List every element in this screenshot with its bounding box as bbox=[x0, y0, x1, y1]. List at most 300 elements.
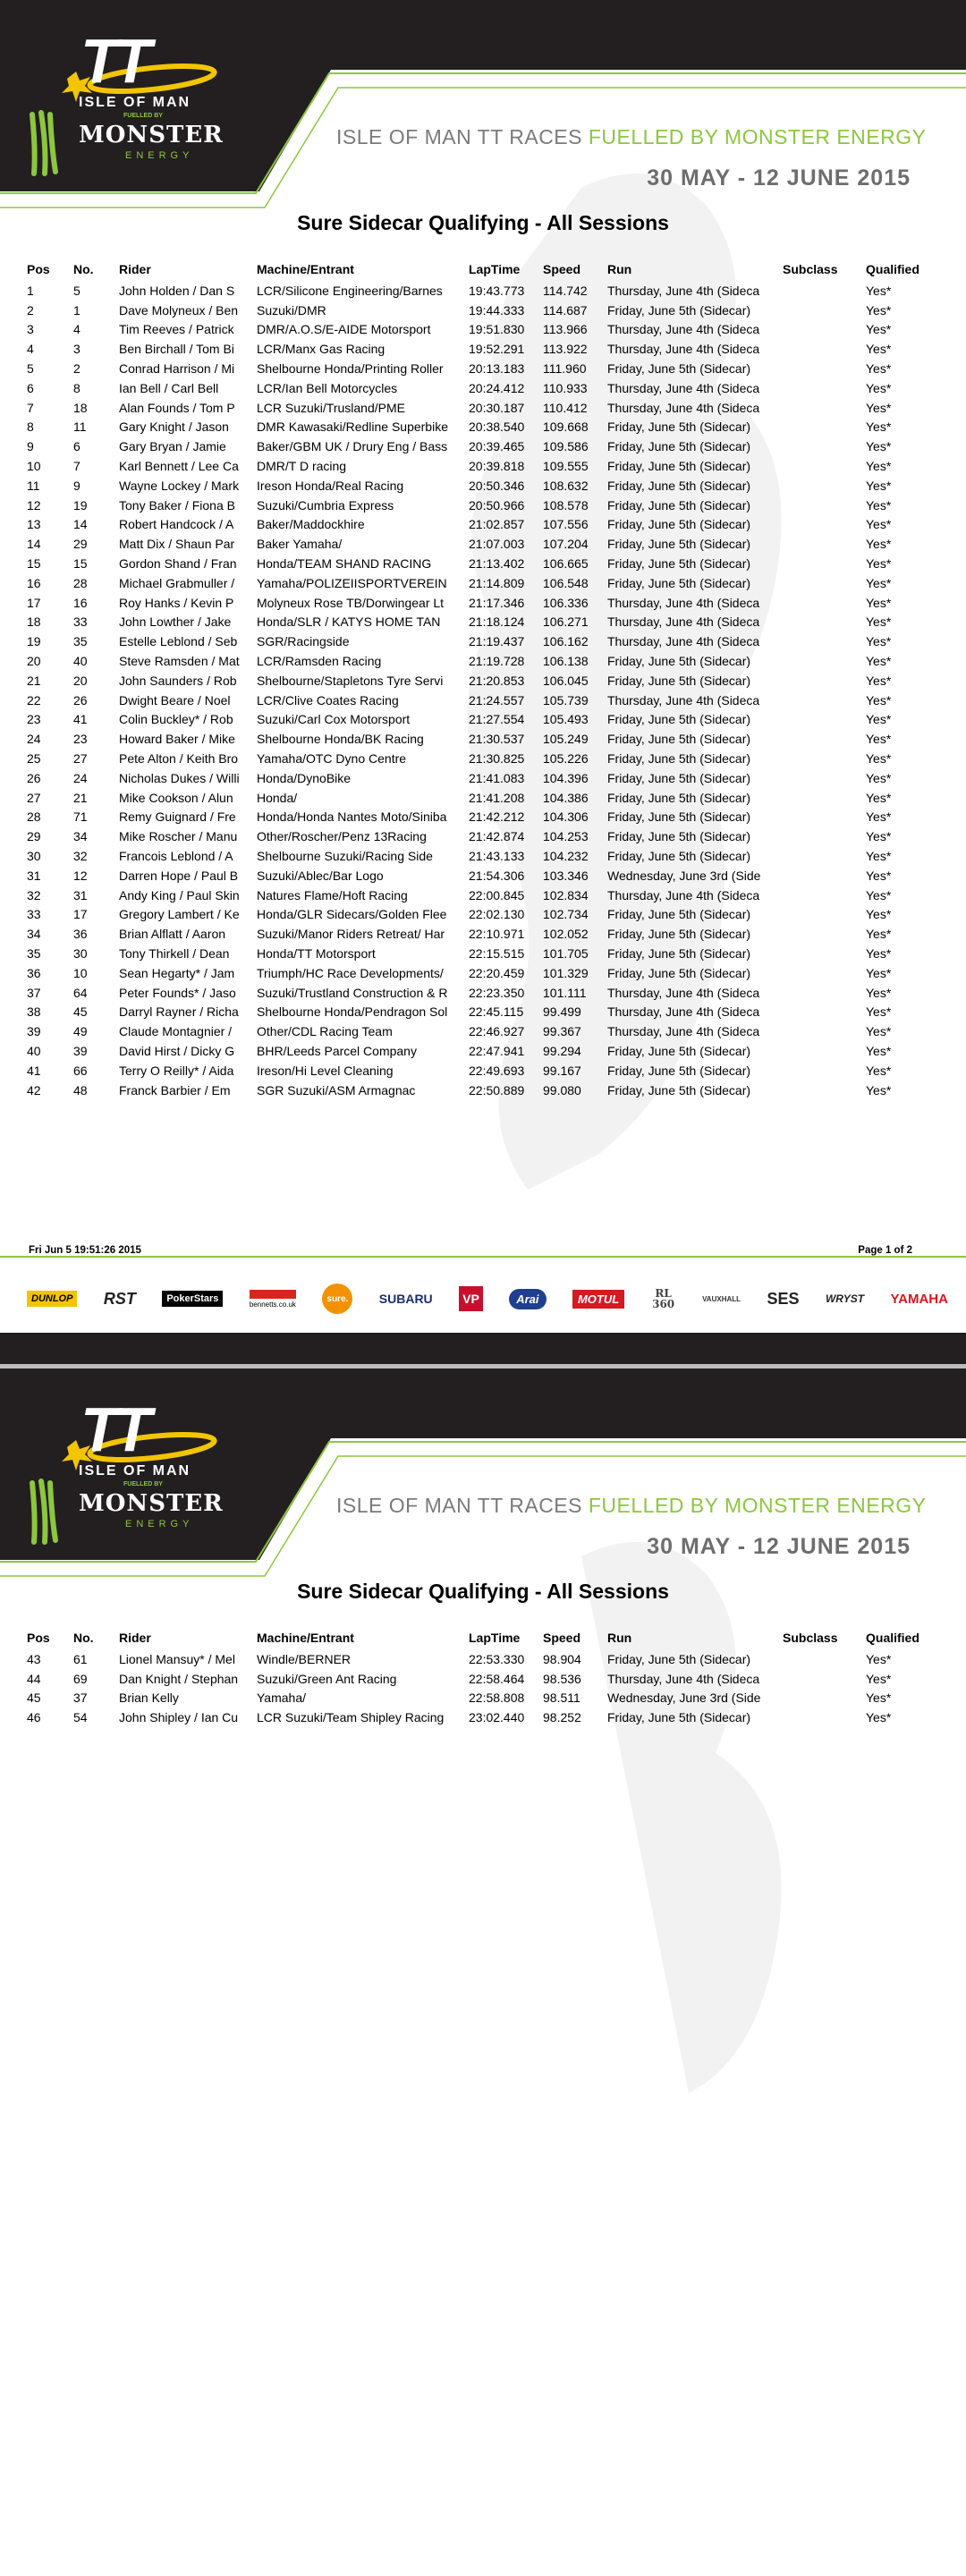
sponsor-subaru: SUBARU bbox=[378, 1292, 433, 1306]
cell-rider-text: Roy Hanks / Kevin P bbox=[119, 595, 234, 610]
cell-laptime: 20:50.966 bbox=[469, 497, 525, 513]
table-row bbox=[27, 573, 928, 593]
cell-no: 45 bbox=[73, 1004, 88, 1020]
cell-rider-text: Michael Grabmuller / bbox=[119, 575, 235, 590]
table-row bbox=[27, 846, 928, 866]
cell-machine-text: Other/Roscher/Penz 13Racing bbox=[257, 829, 427, 844]
cell-no: 39 bbox=[73, 1043, 88, 1058]
cell-machine-text: Honda/DynoBike bbox=[257, 770, 352, 785]
cell-no: 37 bbox=[73, 1690, 88, 1706]
cell-rider-text: Dave Molyneux / Ben bbox=[119, 302, 239, 318]
cell-qualified: Yes* bbox=[866, 868, 892, 883]
cell-laptime: 21:17.346 bbox=[469, 595, 525, 610]
cell-laptime: 22:47.941 bbox=[469, 1043, 525, 1058]
cell-machine bbox=[257, 1689, 469, 1708]
cell-speed: 111.960 bbox=[543, 361, 587, 377]
cell-subclass bbox=[783, 846, 866, 866]
cell-no: 71 bbox=[73, 809, 88, 825]
cell-run bbox=[607, 573, 783, 593]
cell-no: 41 bbox=[73, 712, 88, 727]
cell-pos: 10 bbox=[27, 459, 41, 474]
cell-speed: 99.167 bbox=[543, 1063, 581, 1078]
cell-rider bbox=[119, 476, 257, 496]
cell-rider bbox=[119, 1080, 257, 1100]
cell-rider bbox=[119, 573, 257, 593]
cell-machine-text: Suzuki/Trustland Construction & R bbox=[257, 985, 448, 1000]
cell-run bbox=[607, 691, 783, 710]
cell-speed: 106.138 bbox=[543, 654, 589, 669]
table-row bbox=[27, 1021, 928, 1041]
sponsor-vp: VP bbox=[459, 1286, 483, 1311]
cell-no: 7 bbox=[73, 459, 80, 474]
cell-machine bbox=[257, 534, 469, 554]
cell-speed: 105.493 bbox=[543, 712, 589, 727]
cell-qualified: Yes* bbox=[866, 1690, 892, 1706]
cell-machine-text: Honda/GLR Sidecars/Golden Flee bbox=[257, 907, 447, 922]
sponsor-wryst: WRYST bbox=[825, 1292, 865, 1305]
cell-rider-text: Robert Handcock / A bbox=[119, 517, 234, 532]
tt-monster-logo bbox=[27, 1394, 233, 1555]
cell-machine bbox=[257, 1669, 469, 1689]
cell-no: 14 bbox=[73, 517, 88, 532]
cell-subclass bbox=[783, 691, 866, 710]
cell-speed: 102.052 bbox=[543, 927, 589, 942]
cell-speed: 104.386 bbox=[543, 790, 589, 805]
cell-rider bbox=[119, 418, 257, 437]
cell-pos: 42 bbox=[27, 1082, 41, 1097]
cell-subclass bbox=[783, 613, 866, 632]
cell-run bbox=[607, 983, 783, 1003]
cell-rider bbox=[119, 378, 257, 398]
table-row bbox=[27, 1669, 928, 1689]
col-no: No. bbox=[73, 262, 94, 276]
cell-machine bbox=[257, 671, 469, 691]
cell-rider-text: Nicholas Dukes / Willi bbox=[119, 770, 240, 785]
cell-subclass bbox=[783, 788, 866, 808]
cell-pos: 31 bbox=[27, 868, 41, 883]
cell-run-text: Wednesday, June 3rd (Side bbox=[607, 868, 761, 883]
cell-subclass bbox=[783, 1002, 866, 1021]
logo-energy: ENERGY bbox=[125, 150, 194, 161]
cell-no: 48 bbox=[73, 1082, 88, 1097]
cell-pos: 45 bbox=[27, 1690, 41, 1706]
cell-rider-text: Estelle Leblond / Seb bbox=[119, 634, 238, 649]
cell-speed: 106.271 bbox=[543, 614, 589, 630]
cell-subclass bbox=[783, 1021, 866, 1041]
cell-run bbox=[607, 788, 783, 808]
cell-run-text: Friday, June 5th (Sidecar) bbox=[607, 1063, 751, 1078]
cell-speed: 104.232 bbox=[543, 849, 589, 863]
cell-speed: 99.367 bbox=[543, 1024, 581, 1039]
cell-speed: 110.412 bbox=[543, 400, 588, 415]
cell-run-text: Friday, June 5th (Sidecar) bbox=[607, 965, 751, 980]
cell-machine-text: Honda/ bbox=[257, 790, 298, 805]
table-row bbox=[27, 710, 928, 730]
cell-no: 66 bbox=[73, 1063, 88, 1078]
cell-rider-text: John Shipley / Ian Cu bbox=[119, 1710, 239, 1725]
cell-rider-text: Franck Barbier / Em bbox=[119, 1082, 231, 1097]
cell-qualified: Yes* bbox=[866, 1024, 892, 1039]
cell-rider bbox=[119, 826, 257, 846]
cell-rider bbox=[119, 963, 257, 983]
cell-rider bbox=[119, 924, 257, 944]
cell-rider bbox=[119, 768, 257, 788]
cell-run bbox=[607, 613, 783, 632]
cell-run bbox=[607, 905, 783, 925]
cell-speed: 99.294 bbox=[543, 1043, 581, 1058]
cell-machine-text: Yamaha/POLIZEIISPORTVEREIN bbox=[257, 575, 447, 590]
cell-rider bbox=[119, 534, 257, 554]
tt-monster-logo bbox=[27, 25, 233, 186]
cell-machine-text: SGR/Racingside bbox=[257, 634, 350, 649]
cell-run-text: Friday, June 5th (Sidecar) bbox=[607, 732, 751, 747]
cell-run-text: Thursday, June 4th (Sideca bbox=[607, 614, 760, 630]
cell-machine bbox=[257, 866, 469, 886]
cell-run-text: Thursday, June 4th (Sideca bbox=[607, 1024, 760, 1039]
cell-laptime: 21:42.874 bbox=[469, 829, 525, 844]
page-header bbox=[0, 0, 966, 215]
cell-machine bbox=[257, 301, 469, 320]
col-subclass: Subclass bbox=[783, 262, 838, 276]
table-row bbox=[27, 691, 928, 710]
cell-machine bbox=[257, 398, 469, 418]
cell-pos: 29 bbox=[27, 829, 41, 844]
cell-pos: 46 bbox=[27, 1710, 41, 1725]
cell-machine bbox=[257, 729, 469, 749]
cell-machine bbox=[257, 281, 469, 301]
table-row bbox=[27, 1080, 928, 1100]
cell-pos: 39 bbox=[27, 1024, 41, 1039]
footer-page-number: Page 1 of 2 bbox=[858, 1245, 912, 1256]
cell-no: 11 bbox=[73, 419, 87, 435]
cell-no: 1 bbox=[73, 302, 80, 318]
cell-machine-text: LCR/Ramsden Racing bbox=[257, 654, 382, 669]
cell-laptime: 22:50.889 bbox=[469, 1082, 525, 1097]
cell-laptime: 21:41.083 bbox=[469, 770, 525, 785]
cell-rider bbox=[119, 788, 257, 808]
cell-subclass bbox=[783, 301, 866, 320]
cell-rider bbox=[119, 281, 257, 301]
cell-machine-text: Shelbourne/Stapletons Tyre Servi bbox=[257, 673, 444, 688]
cell-run-text: Friday, June 5th (Sidecar) bbox=[607, 537, 751, 552]
cell-pos: 8 bbox=[27, 419, 34, 435]
cell-run-text: Friday, June 5th (Sidecar) bbox=[607, 712, 751, 727]
cell-rider-text: Ben Birchall / Tom Bi bbox=[119, 342, 234, 357]
cell-run bbox=[607, 944, 783, 963]
cell-subclass bbox=[783, 651, 866, 671]
cell-no: 24 bbox=[73, 770, 88, 785]
cell-rider bbox=[119, 905, 257, 925]
cell-run bbox=[607, 476, 783, 496]
cell-machine-text: Suzuki/Carl Cox Motorsport bbox=[257, 712, 411, 727]
cell-rider bbox=[119, 554, 257, 573]
cell-rider bbox=[119, 301, 257, 320]
cell-qualified: Yes* bbox=[866, 614, 892, 630]
cell-speed: 98.511 bbox=[543, 1690, 580, 1706]
cell-subclass bbox=[783, 749, 866, 768]
cell-pos: 37 bbox=[27, 985, 41, 1000]
tagline-accent: FUELLED BY MONSTER ENERGY bbox=[588, 125, 927, 148]
table-row bbox=[27, 749, 928, 768]
cell-rider-text: John Lowther / Jake bbox=[119, 614, 232, 630]
sponsor-sure: sure. bbox=[322, 1284, 352, 1314]
table-header-row bbox=[27, 258, 928, 281]
cell-rider-text: David Hirst / Dicky G bbox=[119, 1043, 235, 1058]
cell-run-text: Thursday, June 4th (Sideca bbox=[607, 342, 760, 357]
cell-qualified: Yes* bbox=[866, 302, 892, 318]
table-row bbox=[27, 339, 928, 359]
cell-qualified: Yes* bbox=[866, 361, 892, 377]
table-row bbox=[27, 866, 928, 886]
table-row bbox=[27, 826, 928, 846]
cell-pos: 38 bbox=[27, 1004, 41, 1020]
cell-speed: 109.668 bbox=[543, 419, 589, 435]
cell-rider bbox=[119, 398, 257, 418]
cell-pos: 40 bbox=[27, 1043, 41, 1058]
cell-machine-text: Honda/SLR / KATYS HOME TAN bbox=[257, 614, 441, 630]
cell-machine bbox=[257, 1021, 469, 1041]
cell-pos: 4 bbox=[27, 342, 34, 357]
cell-no: 15 bbox=[73, 556, 88, 572]
cell-run bbox=[607, 1002, 783, 1021]
cell-qualified: Yes* bbox=[866, 654, 892, 669]
cell-laptime: 20:38.540 bbox=[469, 419, 525, 435]
cell-qualified: Yes* bbox=[866, 575, 892, 590]
cell-no: 8 bbox=[73, 380, 80, 395]
cell-machine-text: Suzuki/Cumbria Express bbox=[257, 497, 394, 513]
cell-pos: 35 bbox=[27, 945, 41, 961]
cell-subclass bbox=[783, 515, 866, 535]
cell-pos: 2 bbox=[27, 302, 34, 318]
cell-run-text: Thursday, June 4th (Sideca bbox=[607, 887, 760, 902]
cell-pos: 23 bbox=[27, 712, 41, 727]
cell-machine-text: Suzuki/Manor Riders Retreat/ Har bbox=[257, 927, 445, 942]
cell-machine-text: Molyneux Rose TB/Dorwingear Lt bbox=[257, 595, 445, 610]
cell-speed: 105.249 bbox=[543, 732, 589, 747]
cell-run bbox=[607, 1649, 783, 1669]
cell-machine-text: Suzuki/Green Ant Racing bbox=[257, 1671, 397, 1686]
cell-no: 10 bbox=[73, 965, 88, 980]
cell-run bbox=[607, 1021, 783, 1041]
cell-subclass bbox=[783, 808, 866, 827]
sponsor-ses: SES bbox=[767, 1289, 800, 1308]
cell-subclass bbox=[783, 671, 866, 691]
cell-qualified: Yes* bbox=[866, 790, 892, 805]
table-row bbox=[27, 963, 928, 983]
cell-rider bbox=[119, 710, 257, 730]
cell-machine bbox=[257, 788, 469, 808]
cell-run-text: Thursday, June 4th (Sideca bbox=[607, 595, 760, 610]
cell-speed: 108.632 bbox=[543, 478, 589, 493]
cell-subclass bbox=[783, 1649, 866, 1669]
cell-no: 69 bbox=[73, 1671, 88, 1686]
col-speed: Speed bbox=[543, 262, 581, 276]
logo-monster: MONSTER bbox=[79, 1490, 224, 1517]
cell-machine-text: LCR/Manx Gas Racing bbox=[257, 342, 386, 357]
page-header bbox=[0, 1368, 966, 1583]
cell-qualified: Yes* bbox=[866, 1671, 892, 1686]
cell-qualified: Yes* bbox=[866, 965, 892, 980]
cell-qualified: Yes* bbox=[866, 322, 892, 337]
sponsor-pokerstars: PokerStars bbox=[162, 1291, 223, 1307]
event-dates: 30 MAY - 12 JUNE 2015 bbox=[647, 1534, 911, 1559]
cell-laptime: 22:58.808 bbox=[469, 1690, 525, 1706]
cell-rider bbox=[119, 866, 257, 886]
col-run: Run bbox=[607, 262, 632, 276]
cell-run-text: Friday, June 5th (Sidecar) bbox=[607, 361, 751, 377]
cell-qualified: Yes* bbox=[866, 342, 892, 357]
cell-run bbox=[607, 866, 783, 886]
cell-run-text: Friday, June 5th (Sidecar) bbox=[607, 907, 751, 922]
col-subclass: Subclass bbox=[783, 1631, 838, 1645]
cell-laptime: 19:52.291 bbox=[469, 342, 525, 357]
cell-speed: 113.966 bbox=[543, 322, 588, 337]
cell-qualified: Yes* bbox=[866, 887, 892, 902]
cell-no: 9 bbox=[73, 478, 80, 493]
cell-laptime: 21:20.853 bbox=[469, 673, 525, 688]
cell-machine-text: Windle/BERNER bbox=[257, 1651, 352, 1666]
cell-laptime: 22:45.115 bbox=[469, 1004, 524, 1020]
cell-machine bbox=[257, 651, 469, 671]
cell-pos: 1 bbox=[27, 283, 34, 298]
header-tagline bbox=[336, 1494, 926, 1518]
cell-pos: 36 bbox=[27, 965, 41, 980]
cell-run-text: Thursday, June 4th (Sideca bbox=[607, 985, 760, 1000]
sponsor-dunlop: DUNLOP bbox=[27, 1291, 77, 1307]
cell-pos: 22 bbox=[27, 692, 41, 708]
cell-rider-text: Colin Buckley* / Rob bbox=[119, 712, 233, 727]
cell-subclass bbox=[783, 339, 866, 359]
cell-no: 2 bbox=[73, 361, 80, 377]
cell-machine bbox=[257, 554, 469, 573]
table-row bbox=[27, 1649, 928, 1669]
cell-machine bbox=[257, 749, 469, 768]
cell-run bbox=[607, 301, 783, 320]
cell-rider bbox=[119, 691, 257, 710]
cell-run bbox=[607, 593, 783, 613]
cell-laptime: 22:53.330 bbox=[469, 1651, 525, 1666]
cell-run-text: Friday, June 5th (Sidecar) bbox=[607, 751, 751, 767]
cell-rider bbox=[119, 944, 257, 963]
logo-tt: TT bbox=[80, 26, 147, 96]
cell-run bbox=[607, 359, 783, 378]
cell-qualified: Yes* bbox=[866, 732, 892, 747]
cell-machine bbox=[257, 573, 469, 593]
cell-run bbox=[607, 320, 783, 340]
cell-no: 26 bbox=[73, 692, 88, 708]
cell-run bbox=[607, 1041, 783, 1061]
cell-no: 36 bbox=[73, 927, 88, 942]
cell-rider-text: Pete Alton / Keith Bro bbox=[119, 751, 239, 767]
cell-laptime: 21:02.857 bbox=[469, 517, 525, 532]
cell-subclass bbox=[783, 1041, 866, 1061]
cell-pos: 5 bbox=[27, 361, 34, 377]
cell-pos: 41 bbox=[27, 1063, 41, 1078]
cell-laptime: 21:13.402 bbox=[469, 556, 525, 572]
cell-subclass bbox=[783, 983, 866, 1003]
cell-machine bbox=[257, 456, 469, 476]
cell-laptime: 21:19.437 bbox=[469, 634, 525, 649]
cell-laptime: 21:54.306 bbox=[469, 868, 525, 883]
cell-rider-text: Gary Bryan / Jamie bbox=[119, 439, 226, 454]
cell-subclass bbox=[783, 418, 866, 437]
cell-machine-text: Baker/Maddockhire bbox=[257, 517, 365, 532]
cell-pos: 20 bbox=[27, 654, 41, 669]
cell-rider-text: Wayne Lockey / Mark bbox=[119, 478, 240, 493]
cell-subclass bbox=[783, 866, 866, 886]
cell-laptime: 23:02.440 bbox=[469, 1710, 525, 1725]
cell-no: 3 bbox=[73, 342, 80, 357]
cell-rider-text: Brian Kelly bbox=[119, 1690, 179, 1706]
cell-run-text: Friday, June 5th (Sidecar) bbox=[607, 849, 751, 863]
cell-run-text: Thursday, June 4th (Sideca bbox=[607, 380, 760, 395]
cell-machine-text: BHR/Leeds Parcel Company bbox=[257, 1043, 417, 1058]
cell-no: 27 bbox=[73, 751, 88, 767]
cell-subclass bbox=[783, 281, 866, 301]
cell-run bbox=[607, 924, 783, 944]
cell-qualified: Yes* bbox=[866, 751, 892, 767]
cell-run bbox=[607, 418, 783, 437]
cell-run-text: Thursday, June 4th (Sideca bbox=[607, 1671, 760, 1686]
cell-subclass bbox=[783, 1061, 866, 1080]
cell-qualified: Yes* bbox=[866, 556, 892, 572]
cell-run bbox=[607, 339, 783, 359]
cell-run-text: Friday, June 5th (Sidecar) bbox=[607, 459, 751, 474]
cell-subclass bbox=[783, 944, 866, 963]
cell-qualified: Yes* bbox=[866, 595, 892, 610]
cell-qualified: Yes* bbox=[866, 517, 892, 532]
cell-laptime: 22:49.693 bbox=[469, 1063, 525, 1078]
cell-rider-text: Tony Thirkell / Dean bbox=[119, 945, 230, 961]
cell-speed: 104.253 bbox=[543, 829, 589, 844]
cell-machine bbox=[257, 339, 469, 359]
col-no: No. bbox=[73, 1631, 94, 1645]
cell-machine-text: Honda/TT Motorsport bbox=[257, 945, 376, 961]
table-row bbox=[27, 983, 928, 1003]
logo-fuelled-by: FUELLED BY bbox=[123, 1481, 163, 1487]
cell-run-text: Friday, June 5th (Sidecar) bbox=[607, 439, 751, 454]
cell-machine-text: Triumph/HC Race Developments/ bbox=[257, 965, 444, 980]
cell-speed: 101.329 bbox=[543, 965, 589, 980]
cell-run bbox=[607, 749, 783, 768]
cell-run-text: Friday, June 5th (Sidecar) bbox=[607, 654, 751, 669]
cell-qualified: Yes* bbox=[866, 1043, 892, 1058]
cell-machine bbox=[257, 1041, 469, 1061]
cell-run-text: Thursday, June 4th (Sideca bbox=[607, 400, 760, 415]
cell-pos: 13 bbox=[27, 517, 41, 532]
cell-machine-text: Yamaha/ bbox=[257, 1690, 306, 1706]
cell-subclass bbox=[783, 534, 866, 554]
table-row bbox=[27, 1707, 928, 1727]
col-rider: Rider bbox=[119, 262, 151, 276]
cell-speed: 102.734 bbox=[543, 907, 589, 922]
cell-qualified: Yes* bbox=[866, 673, 892, 688]
cell-laptime: 20:24.412 bbox=[469, 380, 525, 395]
cell-run-text: Friday, June 5th (Sidecar) bbox=[607, 829, 751, 844]
cell-rider-text: Brian Alflatt / Aaron bbox=[119, 927, 226, 942]
cell-no: 21 bbox=[73, 790, 88, 805]
cell-run-text: Friday, June 5th (Sidecar) bbox=[607, 1710, 751, 1725]
col-laptime: LapTime bbox=[469, 1631, 521, 1645]
cell-qualified: Yes* bbox=[866, 829, 892, 844]
cell-pos: 9 bbox=[27, 439, 34, 454]
cell-no: 12 bbox=[73, 868, 88, 883]
cell-subclass bbox=[783, 436, 866, 456]
cell-qualified: Yes* bbox=[866, 1651, 892, 1666]
cell-rider-text: Darryl Rayner / Richa bbox=[119, 1004, 239, 1020]
cell-no: 35 bbox=[73, 634, 88, 649]
cell-speed: 106.162 bbox=[543, 634, 589, 649]
